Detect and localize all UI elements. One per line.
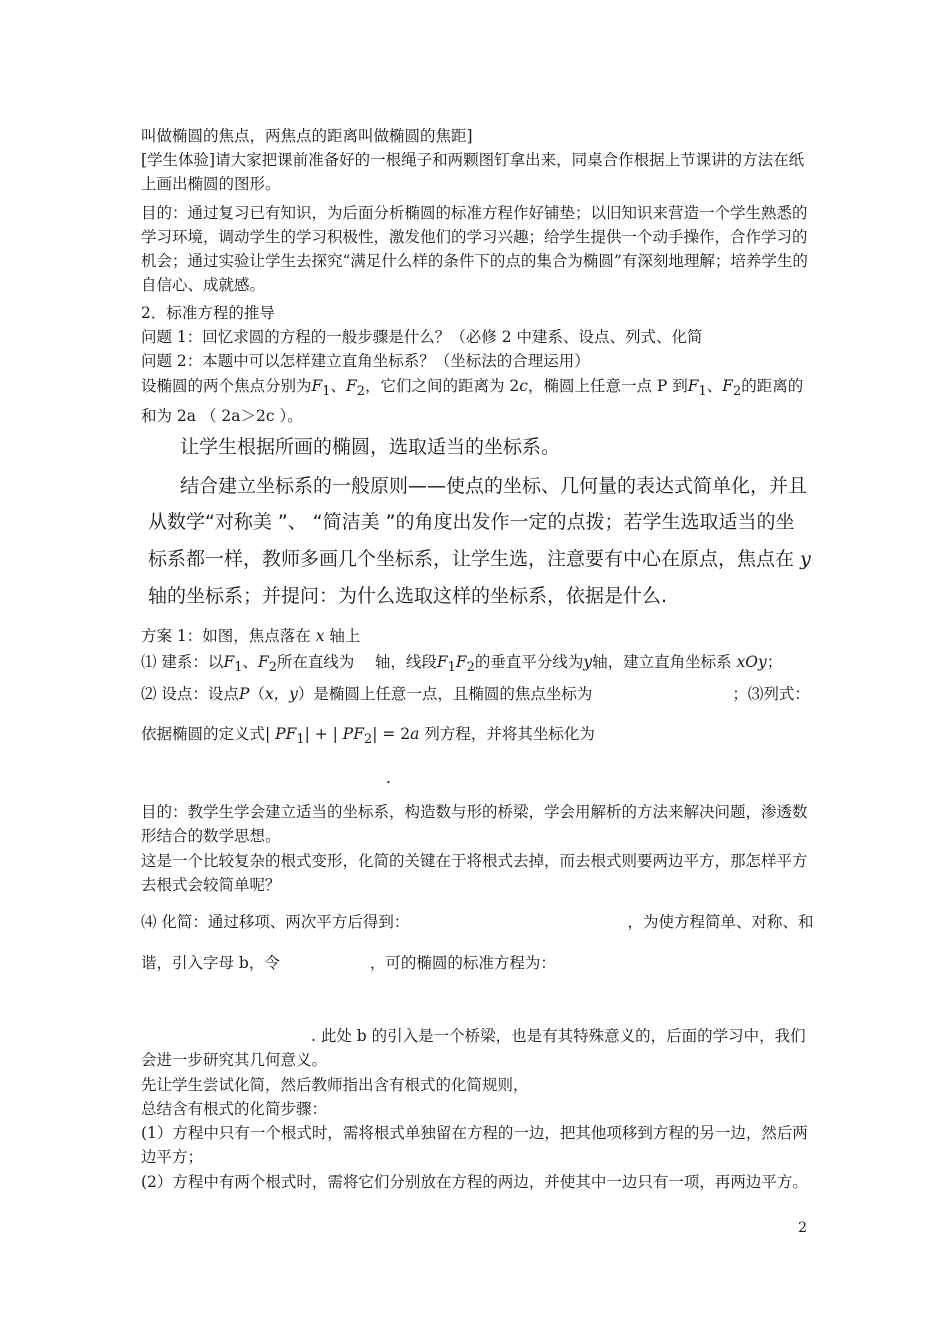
scheme-1-title: 方案 1：如图，焦点落在 x 轴上 bbox=[141, 627, 361, 645]
question-2: 问题 2：本题中可以怎样建立直角坐标系？（坐标法的合理运用） bbox=[141, 352, 590, 370]
big-text-line-5: 轴的坐标系；并提问：为什么选取这样的坐标系，依据是什么. bbox=[148, 585, 668, 607]
paragraph-student-experience: [学生体验]请大家把课前准备好的一根绳子和两颗图钉拿出来，同桌合作根据上节课讲的方法在纸上画出椭圆的图形。 bbox=[141, 151, 805, 193]
paragraph-try-simplify: 先让学生尝试化简，然后教师指出含有根式的化简规则， bbox=[141, 1076, 529, 1094]
scheme-step-3: 依据椭圆的定义式| $PF_1|$ + | $PF_2| = 2a$ 列方程，并将其坐标化为 bbox=[141, 725, 595, 748]
scheme-step-1: ⑴ 建系：以$F_1$、$F_2$所在直线为 轴，线段$F_1F_2$的垂直平分线为y轴，建立直角坐标系 xOy； bbox=[141, 653, 783, 676]
big-text-line-1: 让学生根据所画的椭圆，选取适当的坐标系。 bbox=[180, 436, 561, 458]
rule-2: (2）方程中有两个根式时，需将它们分别放在方程的两边，并使其中一边只有一项，再两边平方。 bbox=[141, 1173, 808, 1191]
paragraph-b-bridge: . 此处 b 的引入是一个桥梁，也是有其特殊意义的，后面的学习中，我们会进一步研究其几何意义。 bbox=[141, 1027, 806, 1069]
scheme-step-2: ⑵ 设点：设点P（x，y）是椭圆上任意一点，且椭圆的焦点坐标为 ；⑶列式： bbox=[141, 685, 810, 703]
step-4-continued: 谐，引入字母 b，令 ，可的椭圆的标准方程为： bbox=[141, 954, 556, 972]
paragraph-purpose-1: 目的：通过复习已有知识，为后面分析椭圆的标准方程作好铺垫；以旧知识来营造一个学生熟悉的学习环境，调动学生的学习积极性，激发他们的学习兴趣；给学生提供一个动手操作，合作学习的机会；通过实验让学生去探究“满足什么样的条件下的点的集合为椭圆”有深刻地理解；培养学生的自信心、成就感。 bbox=[141, 204, 808, 294]
section-heading-derivation: 2．标准方程的推导 bbox=[141, 304, 275, 322]
focus-setup-paragraph: 设椭圆的两个焦点分别为$F_1$、$F_2$，它们之间的距离为 2c，椭圆上任意一点 P 到$F_1$、$F_2$的距离的和为 2a （ 2a＞2c ）。 bbox=[141, 377, 804, 426]
paragraph-summary-heading: 总结含有根式的化简步骤： bbox=[141, 1100, 328, 1118]
big-text-line-2: 结合建立坐标系的一般原则——使点的坐标、几何量的表达式简单化，并且 bbox=[180, 475, 808, 497]
big-text-line-4: 标系都一样，教师多画几个坐标系，让学生选，注意要有中心在原点，焦点在 y bbox=[148, 548, 811, 570]
big-text-line-3: 从数学“对称美 ”、 “简洁美 ”的角度出发作一定的点拨；若学生选取适当的坐 bbox=[148, 511, 795, 533]
equation-placeholder-dot: . bbox=[386, 769, 391, 787]
step-4-simplify: ⑷ 化简：通过移项、两次平方后得到： ，为使方程简单、对称、和 bbox=[141, 913, 814, 931]
paragraph-focus-definition: 叫做椭圆的焦点，两焦点的距离叫做椭圆的焦距] bbox=[141, 127, 473, 145]
paragraph-radical-transform: 这是一个比较复杂的根式变形，化简的关键在于将根式去掉，而去根式则要两边平方，那怎样平方去根式会较简单呢？ bbox=[141, 852, 808, 894]
rule-1: (1）方程中只有一个根式时，需将根式单独留在方程的一边，把其他项移到方程的另一边，然后两边平方； bbox=[141, 1124, 808, 1166]
question-1: 问题 1：回忆求圆的方程的一般步骤是什么？（必修 2 中建系、设点、列式、化简 bbox=[141, 328, 703, 346]
paragraph-purpose-2: 目的：教学生学会建立适当的坐标系，构造数与形的桥梁，学会用解析的方法来解决问题，渗透数形结合的数学思想。 bbox=[141, 803, 808, 845]
page-number: 2 bbox=[798, 1220, 807, 1236]
